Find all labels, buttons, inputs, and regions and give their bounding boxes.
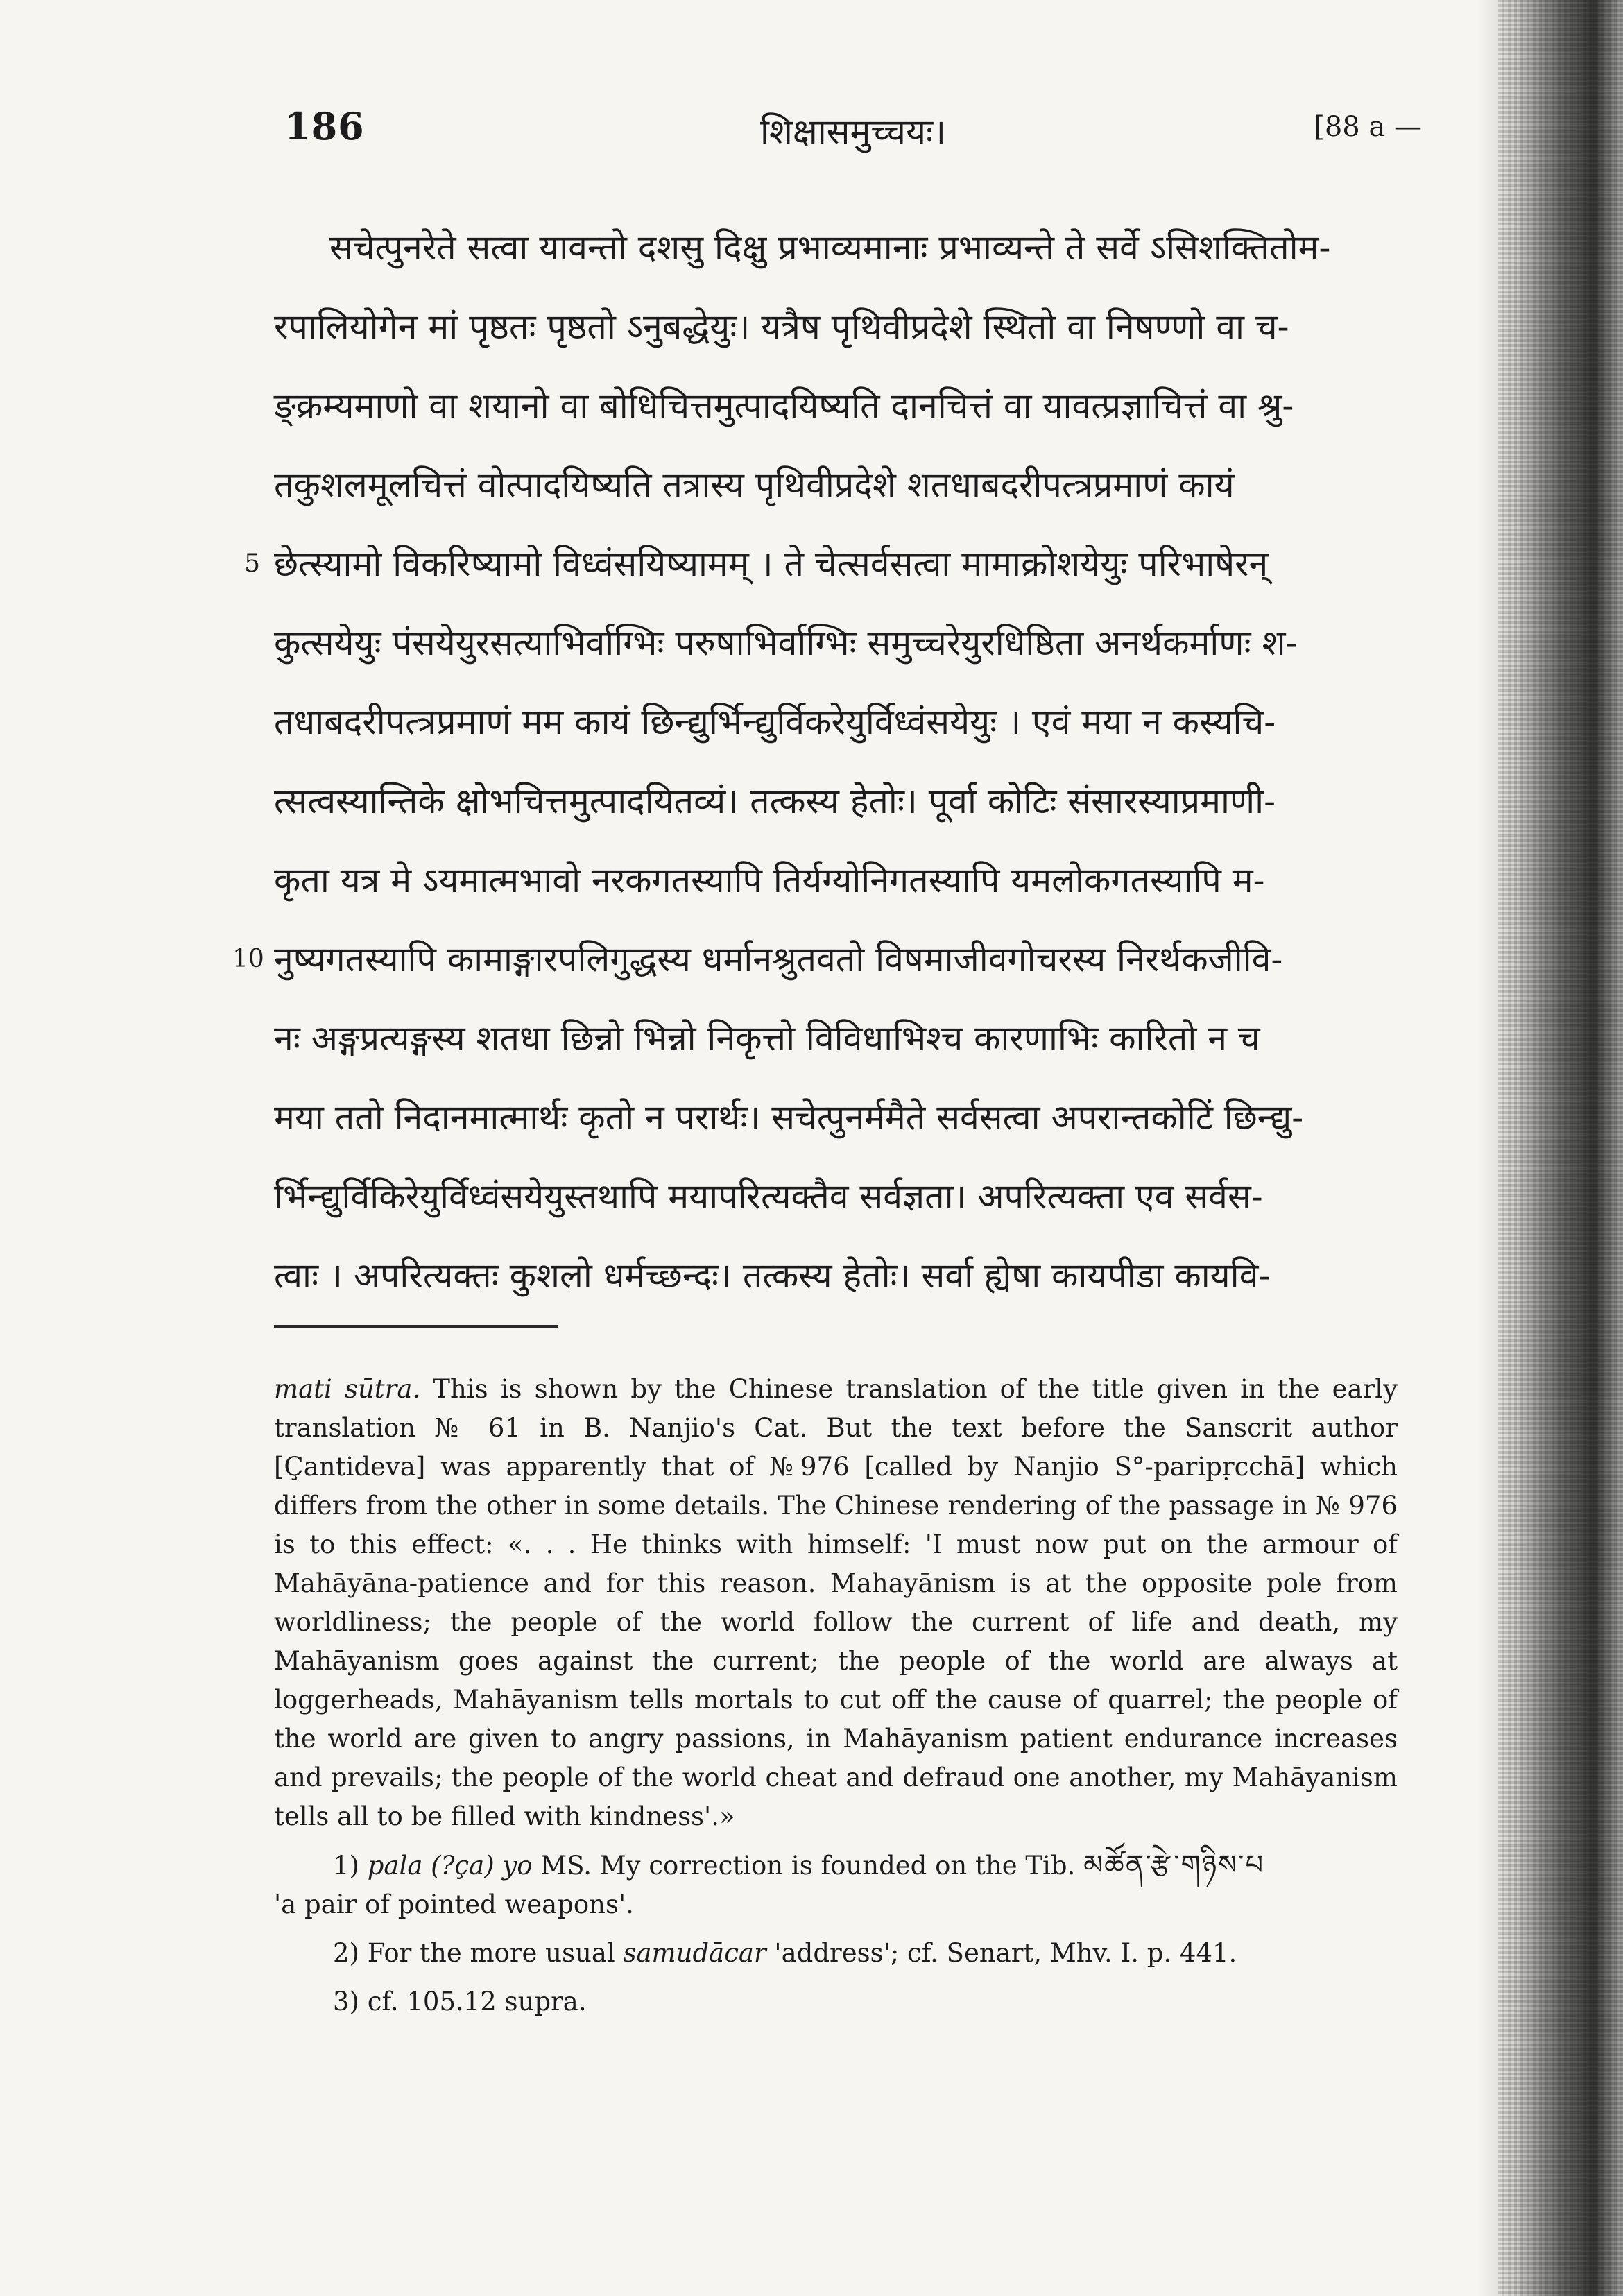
line-text: नः अङ्गप्रत्यङ्गस्य शतधा छिन्नो भिन्नो निकृत्तो विविधाभिश्च कारणाभिः कारितो न च bbox=[274, 1018, 1260, 1059]
line-text: र्भिन्द्युर्विकिरेयुर्विध्वंसयेयुस्तथापि मयापरित्यक्तैव सर्वज्ञता। अपरित्यक्ता एव सर्वस- bbox=[274, 1176, 1263, 1217]
text-line bbox=[274, 683, 1411, 762]
tibetan-text: མཚོན་རྩེ་གཉིས་པ bbox=[1083, 1849, 1265, 1881]
line-text: छेत्स्यामो विकरिष्यामो विध्वंसयिष्यामम् । ते चेत्सर्वसत्वा मामाक्रोशयेयुः परिभाषेरन् bbox=[274, 544, 1269, 584]
text-line bbox=[274, 1157, 1411, 1236]
text-line bbox=[274, 1236, 1411, 1315]
text-line bbox=[232, 920, 1411, 999]
footnote-marker: 2) bbox=[333, 1938, 359, 1968]
line-text: तकुशलमूलचित्तं वोत्पादयिष्यति तत्रास्य पृथिवीप्रदेशे शतधाबदरीपत्त्रप्रमाणं कायं bbox=[274, 465, 1235, 505]
page-header bbox=[284, 104, 1422, 160]
footnote-text: cf. 105.12 supra. bbox=[359, 1987, 587, 2016]
line-number: 10 bbox=[232, 945, 264, 973]
running-title: शिक्षासमुच्चयः। bbox=[759, 112, 947, 152]
text-line bbox=[274, 762, 1411, 841]
line-text: रपालियोगेन मां पृष्ठतः पृष्ठतो ऽनुबद्धेयुः। यत्रैष पृथिवीप्रदेशे स्थितो वा निषण्णो वा च- bbox=[274, 307, 1289, 347]
footnotes-block bbox=[274, 1370, 1398, 2021]
footnote-1 bbox=[274, 1846, 1398, 1885]
note-body: This is shown by the Chinese translation of the title given in the early translation № 61 in B. Nanjio's Cat. But the text before the Sanscrit author [Çantideva] was apparently that of №976 [called by Nanjio S°-paripṛcchā] which differs from the other in some details. The Chinese rendering of the passage in № 976 is to this effect: «. . . He thinks with himself: 'I must now put on the armour of Mahāyāna-patience and for this reason. Mahayānism is at the opposite pole from worldliness; the people of the world follow the current of life and death, my Mahāyanism goes against the current; the people of the world are always at loggerheads, Mahāyanism tells mortals to cut off the cause of quarrel; the people of the world are given to angry passions, in Mahāyanism patient endurance increases and prevails; the people of the world cheat and defraud one another, my Mahāyanism tells all to be filled with kindness'.» bbox=[274, 1374, 1398, 1831]
line-text: सचेत्पुनरेते सत्वा यावन्तो दशसु दिक्षु प्रभाव्यमानाः प्रभाव्यन्ते ते सर्वे ऽसिशक्तितोम- bbox=[329, 228, 1331, 268]
footnote-italic: pala (?ça) yo bbox=[367, 1851, 533, 1881]
footnote-marker: 1) bbox=[333, 1851, 359, 1881]
footnote-text: MS. My correction is founded on the Tib. bbox=[532, 1851, 1084, 1881]
text-line bbox=[274, 1078, 1411, 1157]
text-line bbox=[244, 524, 1411, 603]
binding-texture bbox=[1498, 0, 1623, 2296]
line-text: नुष्यगतस्यापि कामाङ्गारपलिगुद्धस्य धर्मानश्रुतवतो विषमाजीवगोचरस्य निरर्थकजीवि- bbox=[274, 939, 1283, 979]
footnote-text: For the more usual bbox=[359, 1938, 624, 1968]
footnote-gloss: 'a pair of pointed weapons'. bbox=[274, 1890, 634, 1919]
footnote-italic: samudācar bbox=[623, 1938, 766, 1968]
footnote-separator bbox=[274, 1325, 558, 1328]
line-number: 5 bbox=[244, 549, 260, 578]
line-text: कृता यत्र मे ऽयमात्मभावो नरकगतस्यापि तिर्यग्योनिगतस्यापि यमलोकगतस्यापि म- bbox=[274, 860, 1265, 900]
line-text: कुत्सयेयुः पंसयेयुरसत्याभिर्वाग्भिः परुषाभिर्वाग्भिः समुच्चरेयुरधिष्ठिता अनर्थकर्माणः श- bbox=[274, 623, 1298, 663]
text-line bbox=[274, 841, 1411, 920]
footnote-text: 'address'; cf. Senart, Mhv. I. p. 441. bbox=[766, 1938, 1237, 1968]
footnote-1-gloss bbox=[274, 1885, 1398, 1924]
footnote-marker: 3) bbox=[333, 1987, 359, 2016]
line-text: मया ततो निदानमात्मार्थः कृतो न परार्थः। सचेत्पुनर्ममैते सर्वसत्वा अपरान्तकोटिं छिन्द्यु- bbox=[274, 1097, 1304, 1138]
line-text: त्सत्वस्यान्तिके क्षोभचित्तमुत्पादयितव्यं। तत्कस्य हेतोः। पूर्वा कोटिः संसारस्याप्रमाणी- bbox=[274, 781, 1276, 821]
footnote-3 bbox=[274, 1982, 1398, 2021]
text-line bbox=[274, 208, 1411, 287]
text-line bbox=[274, 603, 1411, 683]
text-line bbox=[274, 999, 1411, 1078]
line-text: तधाबदरीपत्त्रप्रमाणं मम कायं छिन्द्युर्भिन्द्युर्विकरेयुर्विध्वंसयेयुः । एवं मया न कस्यचि- bbox=[274, 702, 1276, 742]
section-reference: [88 a — bbox=[1314, 111, 1422, 143]
text-line bbox=[274, 287, 1411, 366]
line-text: त्वाः । अपरित्यक्तः कुशलो धर्मच्छन्दः। तत्कस्य हेतोः। सर्वा ह्येषा कायपीडा कायवि- bbox=[274, 1256, 1271, 1296]
text-line bbox=[274, 366, 1411, 445]
note-continuation bbox=[274, 1370, 1398, 1836]
text-line bbox=[274, 445, 1411, 524]
page-number: 186 bbox=[284, 104, 365, 148]
note-title-italic: mati sūtra. bbox=[274, 1374, 421, 1404]
footnote-2 bbox=[274, 1934, 1398, 1973]
line-text: ङ्क्रम्यमाणो वा शयानो वा बोधिचित्तमुत्पादयिष्यति दानचित्तं वा यावत्प्रज्ञाचित्तं वा श्रु- bbox=[274, 386, 1294, 426]
main-text-block bbox=[232, 208, 1411, 1315]
